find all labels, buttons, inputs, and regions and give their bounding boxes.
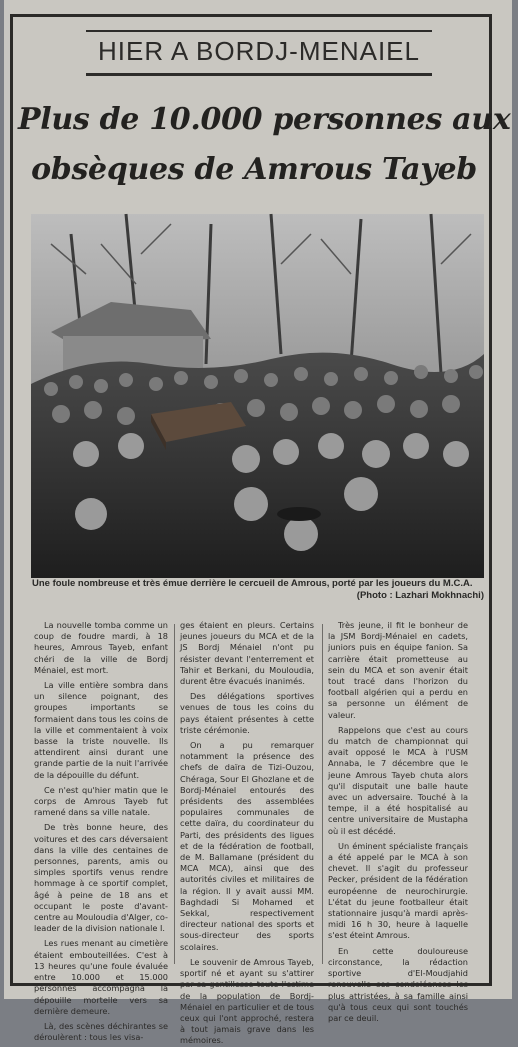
photo-caption	[32, 578, 484, 602]
paragraph: Très jeune, il fit le bonheur de la JSM Bordj-Ménaiel en cadets, juniors puis en équipe fanion. Sa carrière était prometteuse au sein du MCA et son avenir était tout tracé dans l'horizon du football algérien qui a perdu en sa personne un élément de valeur.	[328, 620, 468, 720]
kicker-rule-bottom	[86, 73, 432, 76]
caption-text: Une foule nombreuse et très émue derrière le cercueil de Amrous, porté par les joueurs du M.C.A.	[32, 578, 473, 589]
paragraph: La ville entière sombra dans un silence poignant, des groupes importants se formaient dans tous les coins de la ville et commentaient à voix basse la triste nouvelle. Ils attendirent ainsi durant une grande partie de la nuit l'arrivée de la dépouille du défunt.	[34, 680, 168, 780]
article-column-2	[180, 620, 314, 1046]
paragraph: ges étaient en pleurs. Certains jeunes joueurs du MCA et de la JS Bordj Ménaiel n'ont pu résister devant l'enterrement et Tahir et Berkani, du Mouloudia, durent être évacués inanimés.	[180, 620, 314, 687]
paragraph: Ce n'est qu'hier matin que le corps de Amrous Tayeb fut ramené dans sa ville natale.	[34, 784, 168, 818]
article-column-3	[328, 620, 468, 1023]
paragraph: Des délégations sportives venues de tous les coins du pays étaient présentes à cette triste cérémonie.	[180, 691, 314, 735]
paragraph: On a pu remarquer notamment la présence des chefs de daïra de Tizi-Ouzou, Chéraga, Sour El Ghozlane et de Bordj-Ménaiel entourés des présidents des assemblées populaires communales de cette daïra, du coordinateur du Parti, des présidents des ligues et de la fédération de football, de M. Ballamane (président du MCA MCA), ainsi que des autorités civiles et militaires de la région. Il y avait aussi MM. Baghdadi Si Mohamed et Sekkal, respectivement directeur national des sports et sous-directeur des sports scolaires.	[180, 740, 314, 952]
funeral-photo	[31, 214, 484, 578]
paragraph: Les rues menant au cimetière étaient embouteillées. C'est à 13 heures qu'une foule évaluée entre 10.000 et 15.000 personnes accompagna la dépouille mortelle vers sa dernière demeure.	[34, 938, 168, 1016]
newspaper-clipping	[4, 0, 512, 1046]
kicker-rule-top	[86, 30, 432, 32]
article-column-1	[34, 620, 168, 1043]
paragraph: Un éminent spécialiste français a été appelé par le MCA à son chevet. Il s'agit du professeur Pecker, président de la fédération européenne de neurochirurgie. L'état du jeune footballeur était stationnaire jusqu'à mardi après-midi 16 h 30, heure à laquelle s'est éteint Amrous.	[328, 840, 468, 941]
paragraph: Le souvenir de Amrous Tayeb, sportif né et ayant su s'attirer par sa gentillesse toute l'estime de la population de Bordj-Ménaiel en particulier et de tous ceux qui l'ont approché, restera à tout jamais grave dans les mémoires.	[180, 956, 314, 1046]
paragraph: Rappelons que c'est au cours du match de championnat qui avait opposé le MCA à l'USM Annaba, le 7 décembre que le jeune Amrous Tayeb chuta alors qu'il disputait une balle haute avec un adversaire. Touché à la tempe, il a été hospitalisé au centre universitaire de Mustapha où il est décédé.	[328, 724, 468, 836]
photo-credit: (Photo : Lazhari Mokhnachi)	[356, 590, 484, 601]
kicker: HIER A BORDJ-MENAIEL	[98, 36, 420, 66]
headline-line-1: Plus de 10.000 personnes aux	[18, 102, 511, 137]
crowd-photo-illustration	[31, 214, 484, 578]
kicker-box	[86, 30, 432, 76]
paragraph: De très bonne heure, des voitures et des cars déversaient dans la ville des centaines de personnes, parents, amis ou simples sportifs venus rendre hommage à ce sportif complet, âgé à peine de 18 ans et occupant le poste d'avant-centre au Mouloudia d'Alger, co-leader de la division nationale I.	[34, 822, 168, 934]
paragraph: Là, des scènes déchirantes se déroulèrent : tous les visa-	[34, 1020, 168, 1043]
headline-line-2: obsèques de Amrous Tayeb	[31, 152, 477, 187]
paragraph: La nouvelle tomba comme un coup de foudre mardi, à 18 heures, Amrous Tayeb, enfant chéri de la ville de Bordj Ménaiel, est mort.	[34, 620, 168, 675]
paragraph: En cette douloureuse circonstance, la rédaction sportive d'El-Moudjahid renouvelle ses condoléances les plus attristées, à sa famille ainsi qu'à tous ceux qui sont touchés par ce deuil.	[328, 945, 468, 1023]
column-divider	[322, 624, 323, 964]
column-divider	[174, 624, 175, 964]
